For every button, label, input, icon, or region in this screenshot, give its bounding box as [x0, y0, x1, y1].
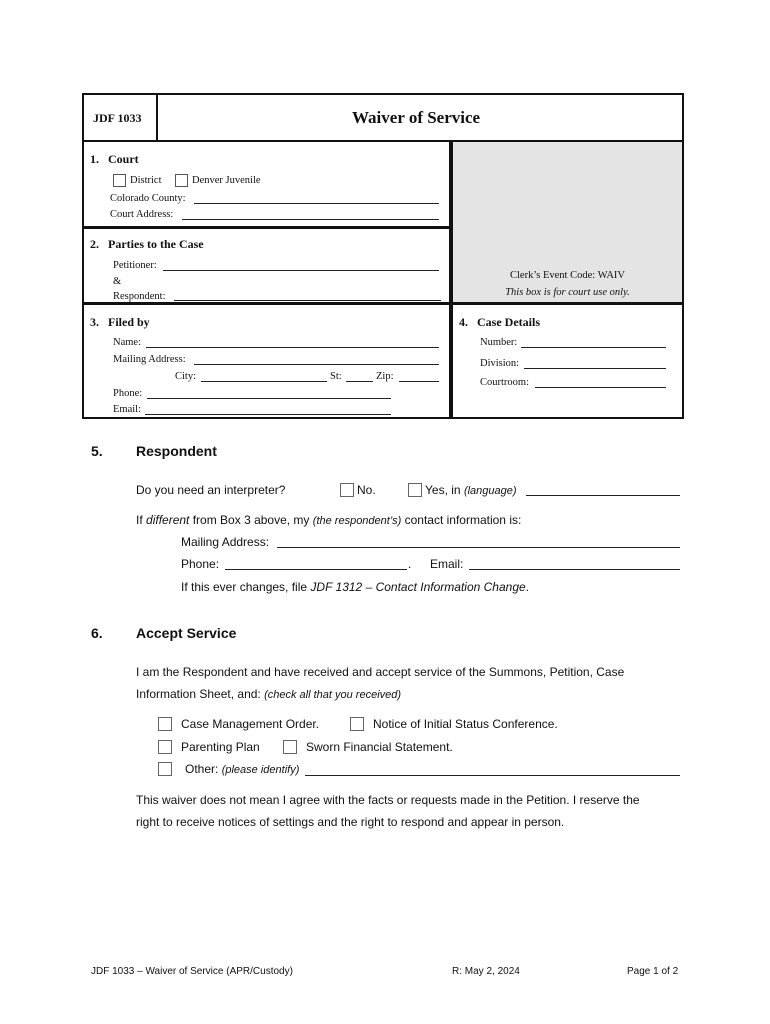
filer-mailing-label: Mailing Address:: [113, 354, 186, 365]
footer-page-number: Page 1 of 2: [627, 966, 679, 977]
court-address-label: Court Address:: [110, 209, 174, 220]
filer-phone-field[interactable]: [147, 398, 391, 399]
filer-st-field[interactable]: [346, 381, 373, 382]
case-management-label: Case Management Order.: [181, 717, 320, 731]
section-5-number: 5.: [91, 443, 103, 459]
section-6-title: Accept Service: [136, 625, 237, 641]
case-details-heading: 4. Case Details: [459, 315, 540, 329]
courtroom-label: Courtroom:: [480, 377, 529, 388]
parties-heading: 2. Parties to the Case: [90, 237, 204, 251]
filer-email-label: Email:: [113, 404, 141, 415]
filer-zip-label: Zip:: [376, 371, 394, 382]
divider: [82, 226, 451, 229]
waiver-line2: right to receive notices of settings and the right to respond and appear in person.: [136, 815, 565, 829]
notice-status-checkbox[interactable]: [350, 717, 364, 731]
court-use-note: This box is for court use only.: [505, 287, 630, 298]
other-label: Other: (please identify): [185, 762, 300, 776]
filer-st-label: St:: [330, 371, 342, 382]
petitioner-label: Petitioner:: [113, 260, 157, 271]
sworn-financial-label: Sworn Financial Statement.: [306, 740, 453, 754]
section-5-title: Respondent: [136, 443, 217, 459]
respondent-phone-field[interactable]: [225, 569, 407, 570]
changes-note: If this ever changes, file JDF 1312 – Contact Information Change.: [181, 580, 530, 594]
filer-phone-label: Phone:: [113, 388, 143, 399]
sworn-financial-checkbox[interactable]: [283, 740, 297, 754]
petitioner-field[interactable]: [163, 270, 439, 271]
interpreter-no-label: No.: [357, 483, 376, 497]
respondent-field[interactable]: [174, 300, 441, 301]
accept-intro-line2: Information Sheet, and: (check all that you received): [136, 687, 402, 701]
respondent-mailing-label: Mailing Address:: [181, 535, 270, 549]
divider: [156, 93, 158, 141]
division-field[interactable]: [524, 368, 666, 369]
division-label: Division:: [480, 358, 520, 369]
courtroom-field[interactable]: [535, 387, 666, 388]
denver-juvenile-checkbox[interactable]: [175, 174, 188, 187]
phone-period: .: [408, 557, 412, 571]
interpreter-yes-checkbox[interactable]: [408, 483, 422, 497]
case-number-field[interactable]: [521, 347, 666, 348]
language-field[interactable]: [526, 495, 680, 496]
notice-status-label: Notice of Initial Status Conference.: [373, 717, 558, 731]
clerk-event-code: Clerk’s Event Code: WAIV: [510, 270, 625, 281]
jdf-1312-reference: JDF 1312 – Contact Information Change: [310, 580, 526, 594]
respondent-phone-label: Phone:: [181, 557, 220, 571]
colorado-county-field[interactable]: [194, 203, 439, 204]
interpreter-question: Do you need an interpreter?: [136, 483, 286, 497]
form-id: JDF 1033: [93, 111, 142, 125]
case-number-label: Number:: [480, 337, 518, 348]
filer-name-label: Name:: [113, 337, 141, 348]
court-address-field[interactable]: [182, 219, 439, 220]
filed-by-heading: 3. Filed by: [90, 315, 150, 329]
footer-form-name: JDF 1033 – Waiver of Service (APR/Custody): [91, 966, 293, 977]
district-label: District: [130, 175, 162, 186]
filer-email-field[interactable]: [145, 414, 391, 415]
other-field[interactable]: [305, 775, 680, 776]
section-6-number: 6.: [91, 625, 103, 641]
filer-mailing-field[interactable]: [194, 364, 439, 365]
interpreter-no-checkbox[interactable]: [340, 483, 354, 497]
respondent-mailing-field[interactable]: [277, 547, 680, 548]
page-title: Waiver of Service: [352, 108, 481, 127]
language-hint: (language): [463, 485, 517, 497]
other-checkbox[interactable]: [158, 762, 172, 776]
interpreter-yes-label: Yes, in (language): [425, 483, 517, 497]
court-heading: 1. Court: [90, 152, 139, 166]
waiver-line1: This waiver does not mean I agree with the facts or requests made in the Petition. I reserve the: [136, 793, 640, 807]
filer-zip-field[interactable]: [399, 381, 439, 382]
filer-name-field[interactable]: [146, 347, 439, 348]
respondent-label: Respondent:: [113, 291, 166, 302]
ampersand: &: [113, 276, 122, 287]
other-hint: (please identify): [221, 764, 300, 776]
parenting-plan-checkbox[interactable]: [158, 740, 172, 754]
district-checkbox[interactable]: [113, 174, 126, 187]
filer-city-label: City:: [175, 371, 197, 382]
divider: [82, 302, 684, 305]
colorado-county-label: Colorado County:: [110, 193, 186, 204]
respondent-email-field[interactable]: [469, 569, 680, 570]
case-management-checkbox[interactable]: [158, 717, 172, 731]
denver-juvenile-label: Denver Juvenile: [192, 175, 261, 186]
accept-intro-line1: I am the Respondent and have received and accept service of the Summons, Petition, Case: [136, 665, 625, 679]
different-contact-text: If different from Box 3 above, my (the respondent’s) contact information is:: [136, 513, 522, 527]
filer-city-field[interactable]: [201, 381, 327, 382]
footer-revision: R: May 2, 2024: [452, 966, 520, 977]
parenting-plan-label: Parenting Plan: [181, 740, 260, 754]
respondent-email-label: Email:: [430, 557, 464, 571]
